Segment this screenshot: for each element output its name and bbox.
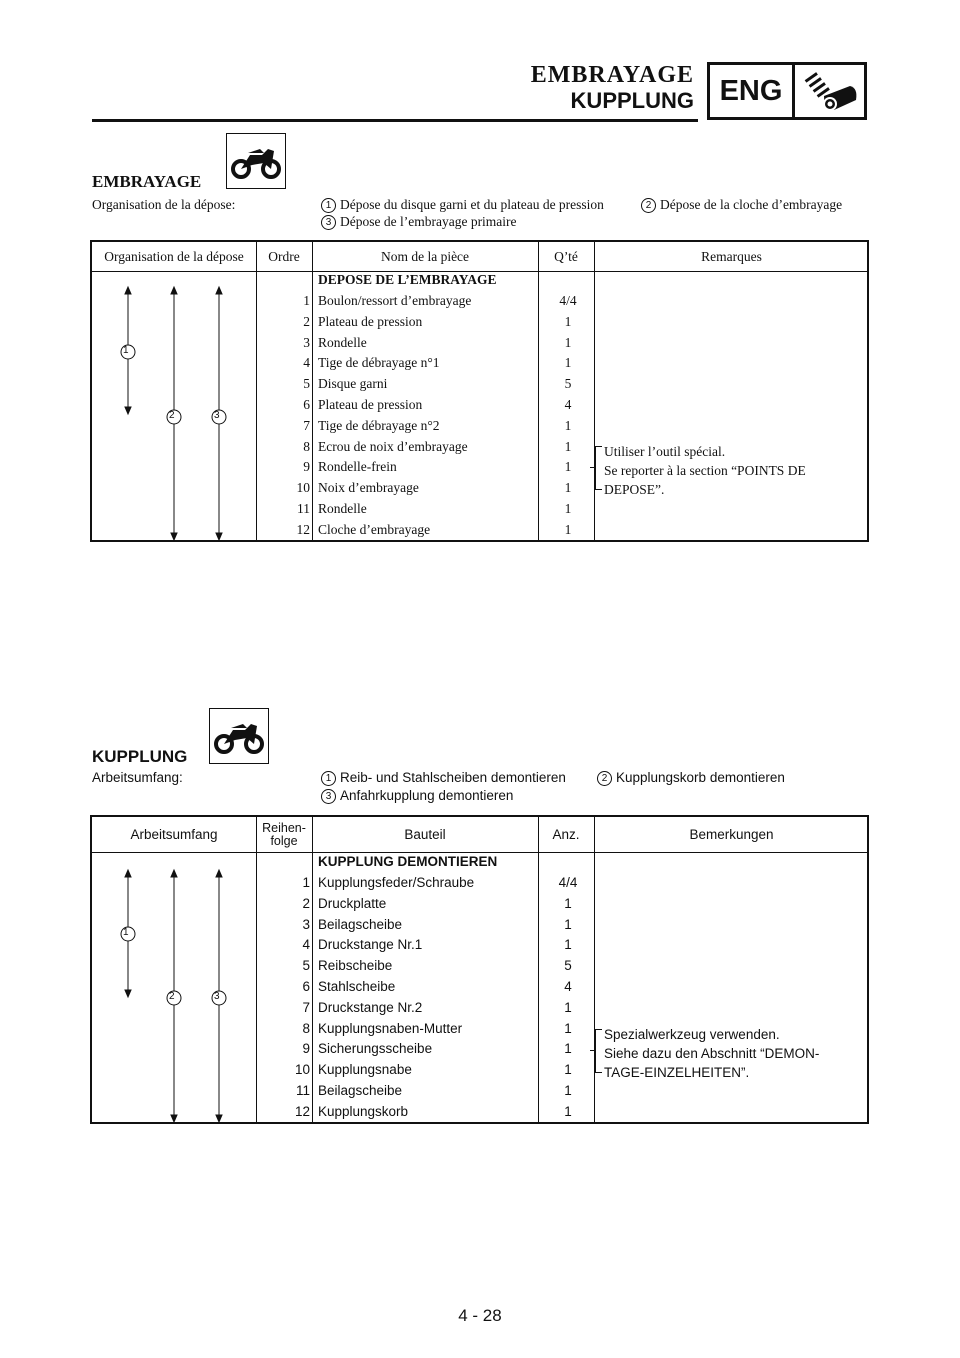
part-name: Kupplungsnabe	[318, 1062, 412, 1078]
quantity: 1	[564, 521, 572, 537]
col-header-qty: Q’té	[554, 249, 578, 264]
order-number: 5	[303, 376, 310, 392]
quantity: 1	[564, 334, 572, 350]
part-name: Kupplungsfeder/Schraube	[318, 875, 475, 890]
page-number: 4 - 28	[458, 1306, 502, 1325]
order-number: 1	[303, 293, 310, 308]
circle-number: 2	[169, 991, 175, 1002]
quantity: 1	[564, 1083, 572, 1098]
order-arrows-diagram	[92, 242, 256, 542]
circle-number: 2	[641, 198, 656, 213]
part-name: Stahlscheibe	[318, 979, 396, 994]
order-number: 2	[303, 313, 310, 329]
part-name: Druckstange Nr.1	[318, 937, 423, 953]
circle-number: 1	[123, 345, 129, 356]
part-name: Beilagscheibe	[318, 916, 403, 932]
col-header-remarks: Bemerkungen	[689, 827, 774, 842]
org-label-fr: Organisation de la dépose:	[92, 197, 236, 212]
table-row: DEPOSE DE L’EMBRAYAGE	[318, 272, 497, 287]
quantity: 1	[564, 916, 572, 932]
part-name: Beilagscheibe	[318, 1083, 403, 1098]
part-name: Plateau de pression	[318, 313, 423, 329]
remarks-bracket	[595, 446, 602, 490]
part-name: Rondelle	[318, 334, 367, 350]
part-name: Tige de débrayage n°1	[318, 355, 440, 371]
quantity: 4/4	[559, 293, 577, 308]
col-header-org: Organisation de la dépose	[104, 249, 244, 264]
quantity: 1	[564, 501, 572, 516]
org-item: 3 Anfahrkupplung demontieren	[321, 788, 513, 804]
org-item: 2 Kupplungskorb demontieren	[597, 770, 785, 786]
col-header-order: Reihen- folge	[262, 820, 306, 848]
motorcycle-icon	[209, 708, 269, 764]
part-name: Cloche d’embrayage	[318, 521, 431, 537]
order-number: 11	[297, 501, 310, 516]
part-name: Kupplungskorb	[318, 1103, 409, 1119]
part-name: Druckstange Nr.2	[318, 999, 423, 1015]
circle-number: 1	[123, 927, 129, 938]
order-number: 4	[303, 355, 310, 371]
order-number: 8	[302, 1020, 310, 1036]
section-title-fr: EMBRAYAGE	[92, 172, 202, 191]
col-header-remarks: Remarques	[701, 249, 762, 264]
order-number: 5	[302, 958, 310, 974]
section-title-de: KUPPLUNG	[92, 747, 188, 766]
part-name: Sicherungsscheibe	[318, 1041, 433, 1057]
quantity: 4	[564, 397, 572, 412]
org-item: 1 Dépose du disque garni et du plateau de pression	[321, 197, 604, 213]
quantity: 1	[564, 459, 572, 475]
col-header-part: Bauteil	[404, 827, 446, 842]
order-number: 11	[295, 1083, 310, 1098]
part-name: Plateau de pression	[318, 397, 423, 412]
part-name: Rondelle-frein	[318, 459, 397, 475]
circle-number: 1	[321, 771, 336, 786]
circle-number: 3	[321, 789, 336, 804]
circle-number: 3	[214, 991, 220, 1002]
order-number: 2	[302, 895, 310, 911]
order-number: 10	[294, 1062, 310, 1078]
quantity: 5	[564, 376, 572, 392]
circle-number: 2	[597, 771, 612, 786]
col-header-org: Arbeitsumfang	[130, 827, 218, 842]
org-item: 1 Reib- und Stahlscheiben demontieren	[321, 770, 566, 786]
remarks-text-de: Spezialwerkzeug verwenden. Siehe dazu den Abschnitt “DEMON- TAGE-EINZELHEITEN”.	[604, 1027, 820, 1080]
quantity: 1	[564, 438, 572, 454]
order-number: 10	[296, 480, 310, 496]
org-label-de: Arbeitsumfang:	[92, 770, 183, 785]
part-name: Rondelle	[318, 501, 367, 516]
quantity: 5	[564, 958, 572, 974]
order-number: 12	[294, 1103, 310, 1119]
quantity: 1	[564, 1103, 572, 1119]
part-name: Tige de débrayage n°2	[318, 417, 440, 433]
quantity: 1	[564, 999, 572, 1015]
quantity: 4	[564, 979, 572, 994]
quantity: 1	[564, 1041, 572, 1057]
org-item: 3 Dépose de l’embrayage primaire	[321, 214, 517, 230]
circle-number: 3	[214, 410, 220, 421]
remarks-text-fr: Utiliser l’outil spécial. Se reporter à la section “POINTS DE DEPOSE”.	[604, 444, 806, 497]
quantity: 1	[564, 1062, 572, 1078]
remarks-bracket	[595, 1029, 602, 1073]
order-number: 7	[303, 417, 310, 433]
order-number: 12	[296, 521, 310, 537]
col-header-part: Nom de la pièce	[380, 249, 470, 264]
parts-table-de	[90, 815, 869, 1124]
order-number: 6	[302, 979, 310, 994]
table-row: KUPPLUNG DEMONTIEREN	[318, 854, 498, 869]
order-number: 4	[302, 937, 310, 953]
order-arrows-diagram	[92, 817, 256, 1124]
col-header-order: Ordre	[268, 249, 300, 264]
quantity: 1	[564, 895, 572, 911]
part-name: Kupplungsnaben-Mutter	[318, 1020, 463, 1036]
quantity: 1	[564, 937, 572, 953]
quantity: 1	[564, 417, 572, 433]
section-badge	[707, 62, 867, 120]
quantity: 1	[564, 355, 572, 371]
engine-icon	[795, 65, 864, 117]
order-number: 8	[303, 438, 310, 454]
parts-table-fr	[90, 240, 869, 542]
order-number: 6	[303, 397, 310, 412]
order-number: 3	[303, 334, 310, 350]
motorcycle-icon	[226, 133, 286, 189]
circle-number: 3	[321, 215, 336, 230]
part-name: Disque garni	[318, 376, 388, 392]
order-number: 3	[302, 916, 310, 932]
quantity: 4/4	[558, 875, 578, 890]
part-name: Druckplatte	[318, 895, 387, 911]
order-number: 7	[302, 999, 310, 1015]
part-name: Noix d’embrayage	[318, 480, 419, 496]
order-number: 9	[302, 1041, 310, 1057]
part-name: Ecrou de noix d’embrayage	[318, 438, 468, 454]
quantity: 1	[564, 1020, 572, 1036]
header-rule	[92, 119, 698, 122]
part-name: Boulon/ressort d’embrayage	[318, 293, 472, 308]
org-item: 2 Dépose de la cloche d’embrayage	[641, 197, 842, 213]
order-number: 1	[302, 875, 310, 890]
header-title-fr: EMBRAYAGE	[530, 62, 694, 88]
header-title-de: KUPPLUNG	[570, 88, 694, 113]
quantity: 1	[564, 480, 572, 496]
section-badge-label: ENG	[710, 65, 795, 117]
part-name: Reibscheibe	[318, 958, 393, 974]
quantity: 1	[564, 313, 572, 329]
circle-number: 2	[169, 410, 175, 421]
circle-number: 1	[321, 198, 336, 213]
col-header-qty: Anz.	[552, 827, 580, 842]
order-number: 9	[303, 459, 310, 475]
